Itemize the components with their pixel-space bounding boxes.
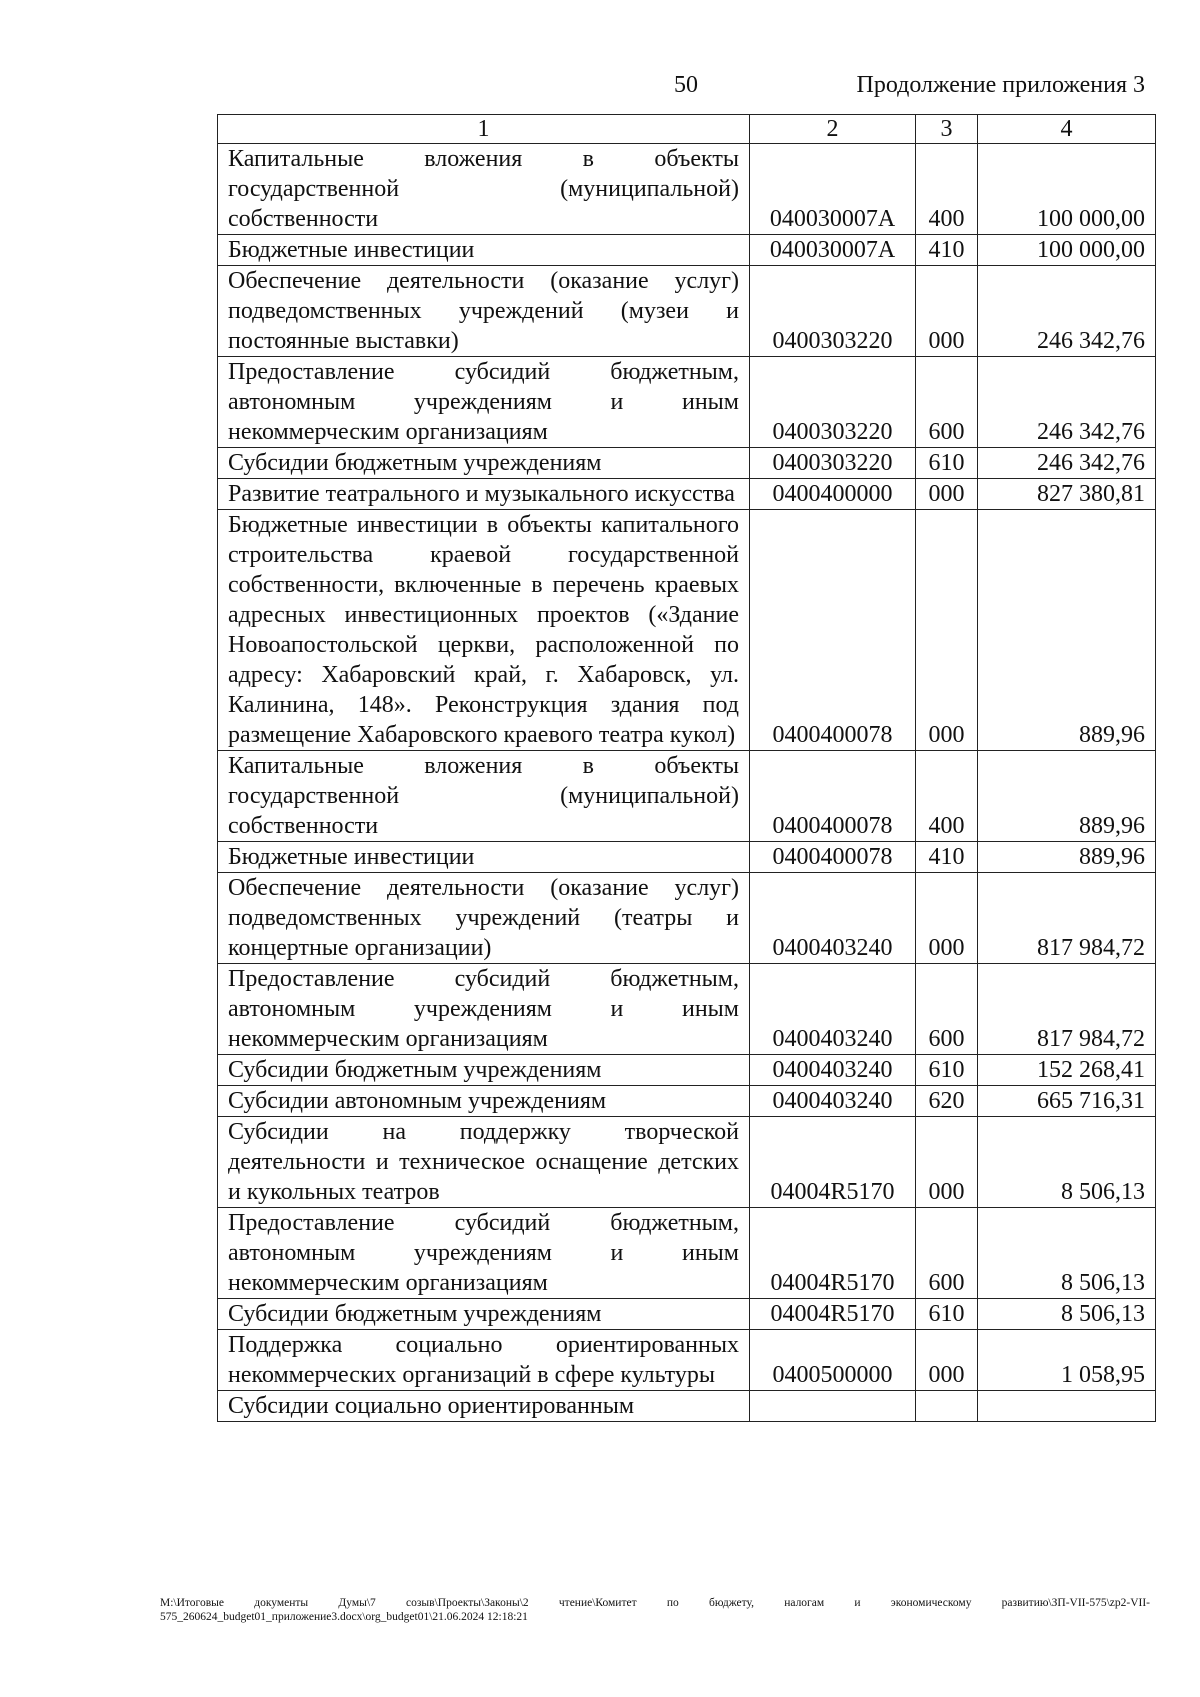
row-name-cell: Развитие театрального и музыкального искусства: [218, 479, 750, 510]
row-expense-type-cell: 610: [916, 1299, 978, 1330]
row-expense-type-cell: 610: [916, 448, 978, 479]
row-expense-type-cell: [916, 1391, 978, 1422]
table-row: [218, 357, 1156, 448]
row-code-cell: 0400303220: [750, 357, 916, 448]
row-name-cell: Поддержка социально ориентированных некоммерческих организаций в сфере культуры: [218, 1330, 750, 1391]
row-name-cell: Субсидии бюджетным учреждениям: [218, 448, 750, 479]
table-row: [218, 448, 1156, 479]
row-code-cell: 0400400078: [750, 510, 916, 751]
row-expense-type-cell: 610: [916, 1055, 978, 1086]
row-amount-cell: 100 000,00: [978, 235, 1156, 266]
row-expense-type-cell: 000: [916, 1117, 978, 1208]
document-file-path: М:\Итоговые документы Думы\7 созыв\Проекты\Законы\2 чтение\Комитет по бюджету, налогам и экономическому развитию\ЗП-VII-575\zp2-VII-575_260624_budget01_приложение3.docx\org_budget01\21.06.2024 12:18:21: [160, 1597, 1150, 1623]
row-name-cell: Субсидии бюджетным учреждениям: [218, 1055, 750, 1086]
row-code-cell: 0400403240: [750, 964, 916, 1055]
row-code-cell: 0400303220: [750, 448, 916, 479]
appendix-continuation-label: Продолжение приложения 3: [856, 72, 1145, 98]
row-code-cell: 0400500000: [750, 1330, 916, 1391]
row-name-cell: Бюджетные инвестиции: [218, 235, 750, 266]
table-row: [218, 1391, 1156, 1422]
row-amount-cell: 889,96: [978, 842, 1156, 873]
row-expense-type-cell: 000: [916, 510, 978, 751]
table-row: [218, 1299, 1156, 1330]
row-amount-cell: 246 342,76: [978, 357, 1156, 448]
budget-table-body: [218, 115, 1156, 1422]
table-row: [218, 842, 1156, 873]
row-expense-type-cell: 600: [916, 964, 978, 1055]
row-name-cell: Обеспечение деятельности (оказание услуг) подведомственных учреждений (музеи и постоянные выставки): [218, 266, 750, 357]
table-header-row: [218, 115, 1156, 144]
row-code-cell: 04004R5170: [750, 1117, 916, 1208]
row-name-cell: Капитальные вложения в объекты государственной (муниципальной) собственности: [218, 751, 750, 842]
row-code-cell: [750, 1391, 916, 1422]
table-row: [218, 235, 1156, 266]
table-row: [218, 1086, 1156, 1117]
row-code-cell: 04004R5170: [750, 1299, 916, 1330]
row-name-cell: Бюджетные инвестиции: [218, 842, 750, 873]
row-expense-type-cell: 410: [916, 842, 978, 873]
row-code-cell: 0400400000: [750, 479, 916, 510]
row-expense-type-cell: 620: [916, 1086, 978, 1117]
row-code-cell: 0400403240: [750, 1055, 916, 1086]
row-expense-type-cell: 410: [916, 235, 978, 266]
row-name-cell: Субсидии автономным учреждениям: [218, 1086, 750, 1117]
row-name-cell: Бюджетные инвестиции в объекты капитального строительства краевой государственной собственности, включенные в перечень краевых адресных инвестиционных проектов («Здание Новоапостольской церкви, расположенной по адресу: Хабаровский край, г. Хабаровск, ул. Калинина, 148». Реконструкция здания под размещение Хабаровского краевого театра кукол): [218, 510, 750, 751]
row-code-cell: 040030007A: [750, 235, 916, 266]
row-amount-cell: [978, 1391, 1156, 1422]
table-row: [218, 964, 1156, 1055]
row-code-cell: 0400403240: [750, 873, 916, 964]
row-name-cell: Предоставление субсидий бюджетным, автономным учреждениям и иным некоммерческим организациям: [218, 357, 750, 448]
table-row: [218, 1330, 1156, 1391]
row-expense-type-cell: 400: [916, 144, 978, 235]
row-expense-type-cell: 400: [916, 751, 978, 842]
row-name-cell: Капитальные вложения в объекты государственной (муниципальной) собственности: [218, 144, 750, 235]
row-code-cell: 0400400078: [750, 842, 916, 873]
row-name-cell: Предоставление субсидий бюджетным, автономным учреждениям и иным некоммерческим организациям: [218, 1208, 750, 1299]
row-amount-cell: 246 342,76: [978, 448, 1156, 479]
page-number: 50: [674, 72, 698, 98]
row-name-cell: Обеспечение деятельности (оказание услуг) подведомственных учреждений (театры и концертные организации): [218, 873, 750, 964]
row-amount-cell: 8 506,13: [978, 1208, 1156, 1299]
row-code-cell: 040030007A: [750, 144, 916, 235]
row-amount-cell: 889,96: [978, 751, 1156, 842]
row-code-cell: 0400303220: [750, 266, 916, 357]
budget-table: [217, 114, 1156, 1422]
row-amount-cell: 8 506,13: [978, 1299, 1156, 1330]
column-header-4: 4: [978, 115, 1156, 144]
table-row: [218, 1055, 1156, 1086]
row-amount-cell: 100 000,00: [978, 144, 1156, 235]
table-row: [218, 479, 1156, 510]
row-name-cell: Субсидии на поддержку творческой деятельности и техническое оснащение детских и кукольных театров: [218, 1117, 750, 1208]
column-header-2: 2: [750, 115, 916, 144]
row-code-cell: 04004R5170: [750, 1208, 916, 1299]
row-expense-type-cell: 000: [916, 266, 978, 357]
row-amount-cell: 246 342,76: [978, 266, 1156, 357]
row-amount-cell: 889,96: [978, 510, 1156, 751]
row-amount-cell: 827 380,81: [978, 479, 1156, 510]
table-row: [218, 266, 1156, 357]
row-expense-type-cell: 000: [916, 873, 978, 964]
column-header-1: 1: [218, 115, 750, 144]
row-expense-type-cell: 600: [916, 357, 978, 448]
table-row: [218, 144, 1156, 235]
table-row: [218, 1208, 1156, 1299]
table-row: [218, 751, 1156, 842]
row-name-cell: Субсидии бюджетным учреждениям: [218, 1299, 750, 1330]
table-row: [218, 510, 1156, 751]
row-name-cell: Субсидии социально ориентированным: [218, 1391, 750, 1422]
row-amount-cell: 152 268,41: [978, 1055, 1156, 1086]
table-row: [218, 1117, 1156, 1208]
row-code-cell: 0400400078: [750, 751, 916, 842]
row-expense-type-cell: 000: [916, 479, 978, 510]
column-header-3: 3: [916, 115, 978, 144]
row-amount-cell: 817 984,72: [978, 873, 1156, 964]
row-amount-cell: 817 984,72: [978, 964, 1156, 1055]
row-amount-cell: 8 506,13: [978, 1117, 1156, 1208]
row-amount-cell: 1 058,95: [978, 1330, 1156, 1391]
row-expense-type-cell: 000: [916, 1330, 978, 1391]
row-name-cell: Предоставление субсидий бюджетным, автономным учреждениям и иным некоммерческим организациям: [218, 964, 750, 1055]
row-code-cell: 0400403240: [750, 1086, 916, 1117]
row-amount-cell: 665 716,31: [978, 1086, 1156, 1117]
table-row: [218, 873, 1156, 964]
row-expense-type-cell: 600: [916, 1208, 978, 1299]
